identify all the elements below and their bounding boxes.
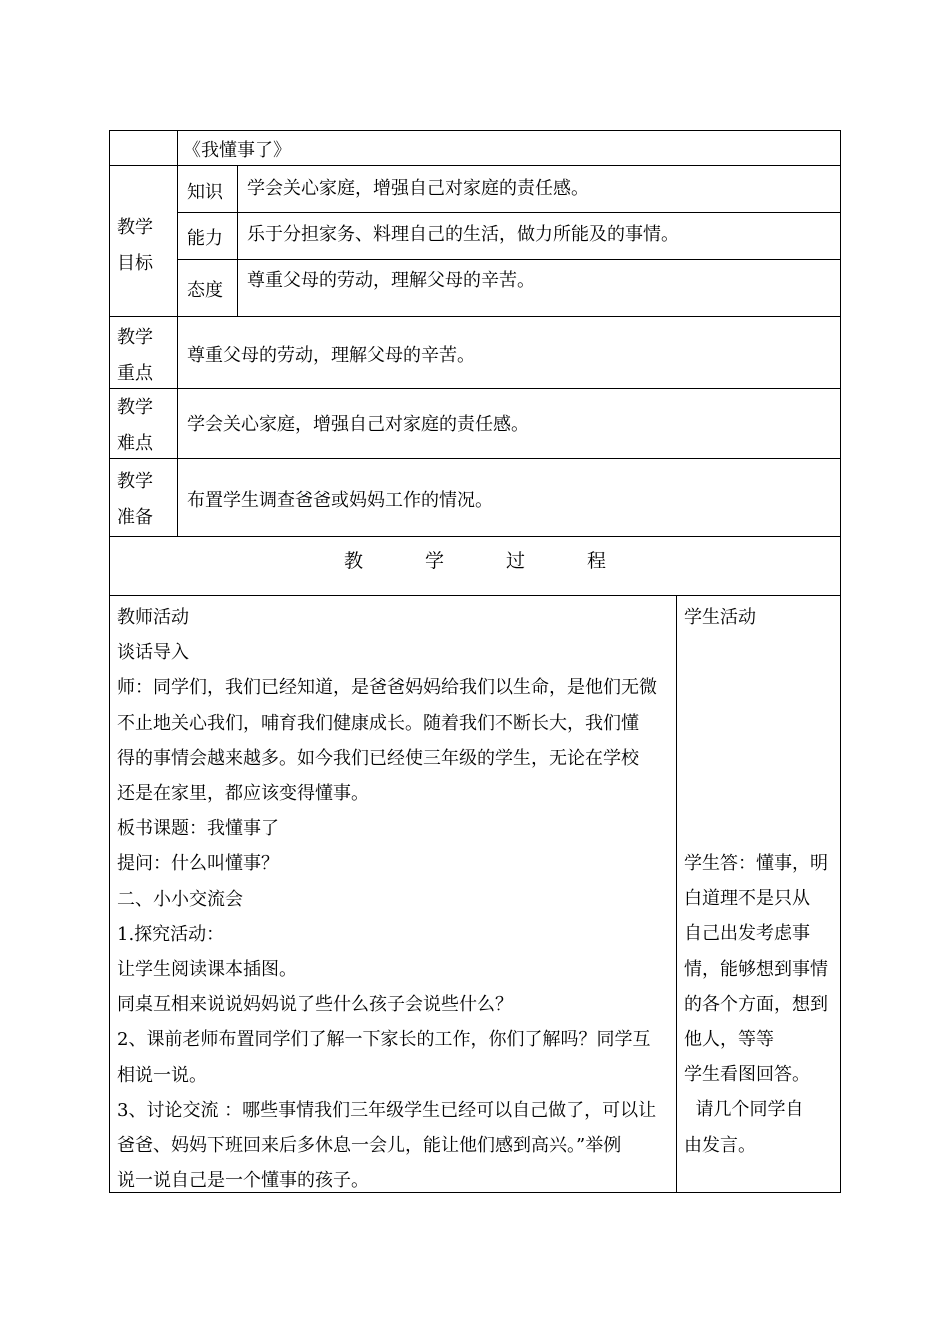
key-point-text: 尊重父母的劳动，理解父母的辛苦。 <box>187 345 475 366</box>
teacher-line: 不止地关心我们，哺育我们健康成长。随着我们不断长大，我们懂 <box>117 712 639 734</box>
teacher-line: 说一说自己是一个懂事的孩子。 <box>117 1170 369 1192</box>
student-line: 情，能够想到事情 <box>684 958 828 980</box>
teacher-line: 二、小小交流会 <box>117 888 243 910</box>
row-divider <box>109 316 841 317</box>
objectives-label-line2: 目标 <box>117 253 153 274</box>
lesson-title: 《我懂事了》 <box>183 140 291 161</box>
student-line: 请几个同学自 <box>684 1099 804 1121</box>
student-line: 自己出发考虑事 <box>684 923 810 945</box>
knowledge-text: 学会关心家庭，增强自己对家庭的责任感。 <box>247 178 589 199</box>
difficulty-label-line2: 难点 <box>117 433 153 454</box>
student-line: 学生看图回答。 <box>684 1064 810 1086</box>
student-line: 学生答：懂事，明 <box>684 853 828 874</box>
attitude-label: 态度 <box>187 280 223 301</box>
row-divider <box>109 458 841 459</box>
ability-text: 乐于分担家务、料理自己的生活，做力所能及的事情。 <box>247 224 679 245</box>
knowledge-label: 知识 <box>187 182 223 203</box>
teacher-line: 2、课前老师布置同学们了解一下家长的工作，你们了解吗？同学互 <box>117 1029 651 1051</box>
teacher-activity-header: 教师活动 <box>117 607 189 628</box>
teacher-line: 板书课题：我懂事了 <box>117 818 279 840</box>
student-activity-header: 学生活动 <box>684 607 756 628</box>
teacher-line: 相说一说。 <box>117 1064 207 1086</box>
preparation-text: 布置学生调查爸爸或妈妈工作的情况。 <box>187 490 493 511</box>
student-line: 由发言。 <box>684 1134 756 1156</box>
key-point-label <box>117 320 167 392</box>
teacher-line: 得的事情会越来越多。如今我们已经使三年级的学生，无论在学校 <box>117 747 639 769</box>
table-border-left <box>109 130 110 1193</box>
sublabel-column-divider <box>237 165 238 316</box>
teacher-line: 同桌互相来说说妈妈说了些什么孩子会说些什么？ <box>117 994 513 1016</box>
row-divider <box>177 259 841 260</box>
teacher-line: 提问：什么叫懂事？ <box>117 853 279 875</box>
row-divider <box>109 536 841 537</box>
student-line: 白道理不是只从 <box>684 888 810 910</box>
teacher-line: 让学生阅读课本插图。 <box>117 959 297 981</box>
difficulty-label <box>117 390 167 462</box>
preparation-label <box>117 464 167 536</box>
row-divider <box>109 595 841 596</box>
preparation-label-line2: 准备 <box>117 507 153 528</box>
key-point-label-line1: 教学 <box>117 327 153 348</box>
student-activity-column <box>684 846 834 1163</box>
student-line: 的各个方面，想到 <box>684 993 828 1015</box>
teacher-activity-column <box>117 600 669 1198</box>
teacher-line: 3、讨论交流 ：哪些事情我们三年级学生已经可以自己做了，可以让 <box>117 1099 657 1121</box>
row-divider <box>109 165 841 166</box>
key-point-label-line2: 重点 <box>117 363 153 384</box>
teacher-line: 谈话导入 <box>117 642 189 664</box>
difficulty-text: 学会关心家庭，增强自己对家庭的责任感。 <box>187 414 529 435</box>
label-column-divider <box>177 130 178 536</box>
activity-column-divider <box>676 595 677 1192</box>
objectives-label <box>117 210 167 282</box>
table-border-top <box>109 130 841 131</box>
difficulty-label-line1: 教学 <box>117 397 153 418</box>
student-line: 他人，等等 <box>684 1029 774 1051</box>
teacher-line: 还是在家里，都应该变得懂事。 <box>117 783 369 805</box>
teaching-process-title: 教学过程 <box>343 550 668 572</box>
row-divider <box>177 212 841 213</box>
attitude-text: 尊重父母的劳动，理解父母的辛苦。 <box>247 270 535 291</box>
teacher-line: 师：同学们，我们已经知道，是爸爸妈妈给我们以生命，是他们无微 <box>117 677 657 699</box>
teacher-line: 爸爸、妈妈下班回来后多休息一会儿，能让他们感到高兴。”举例 <box>117 1135 622 1157</box>
teacher-line: 1.探究活动： <box>117 923 225 945</box>
objectives-label-line1: 教学 <box>117 217 153 238</box>
row-divider <box>109 388 841 389</box>
preparation-label-line1: 教学 <box>117 471 153 492</box>
ability-label: 能力 <box>187 228 223 249</box>
table-border-right <box>840 130 841 1193</box>
